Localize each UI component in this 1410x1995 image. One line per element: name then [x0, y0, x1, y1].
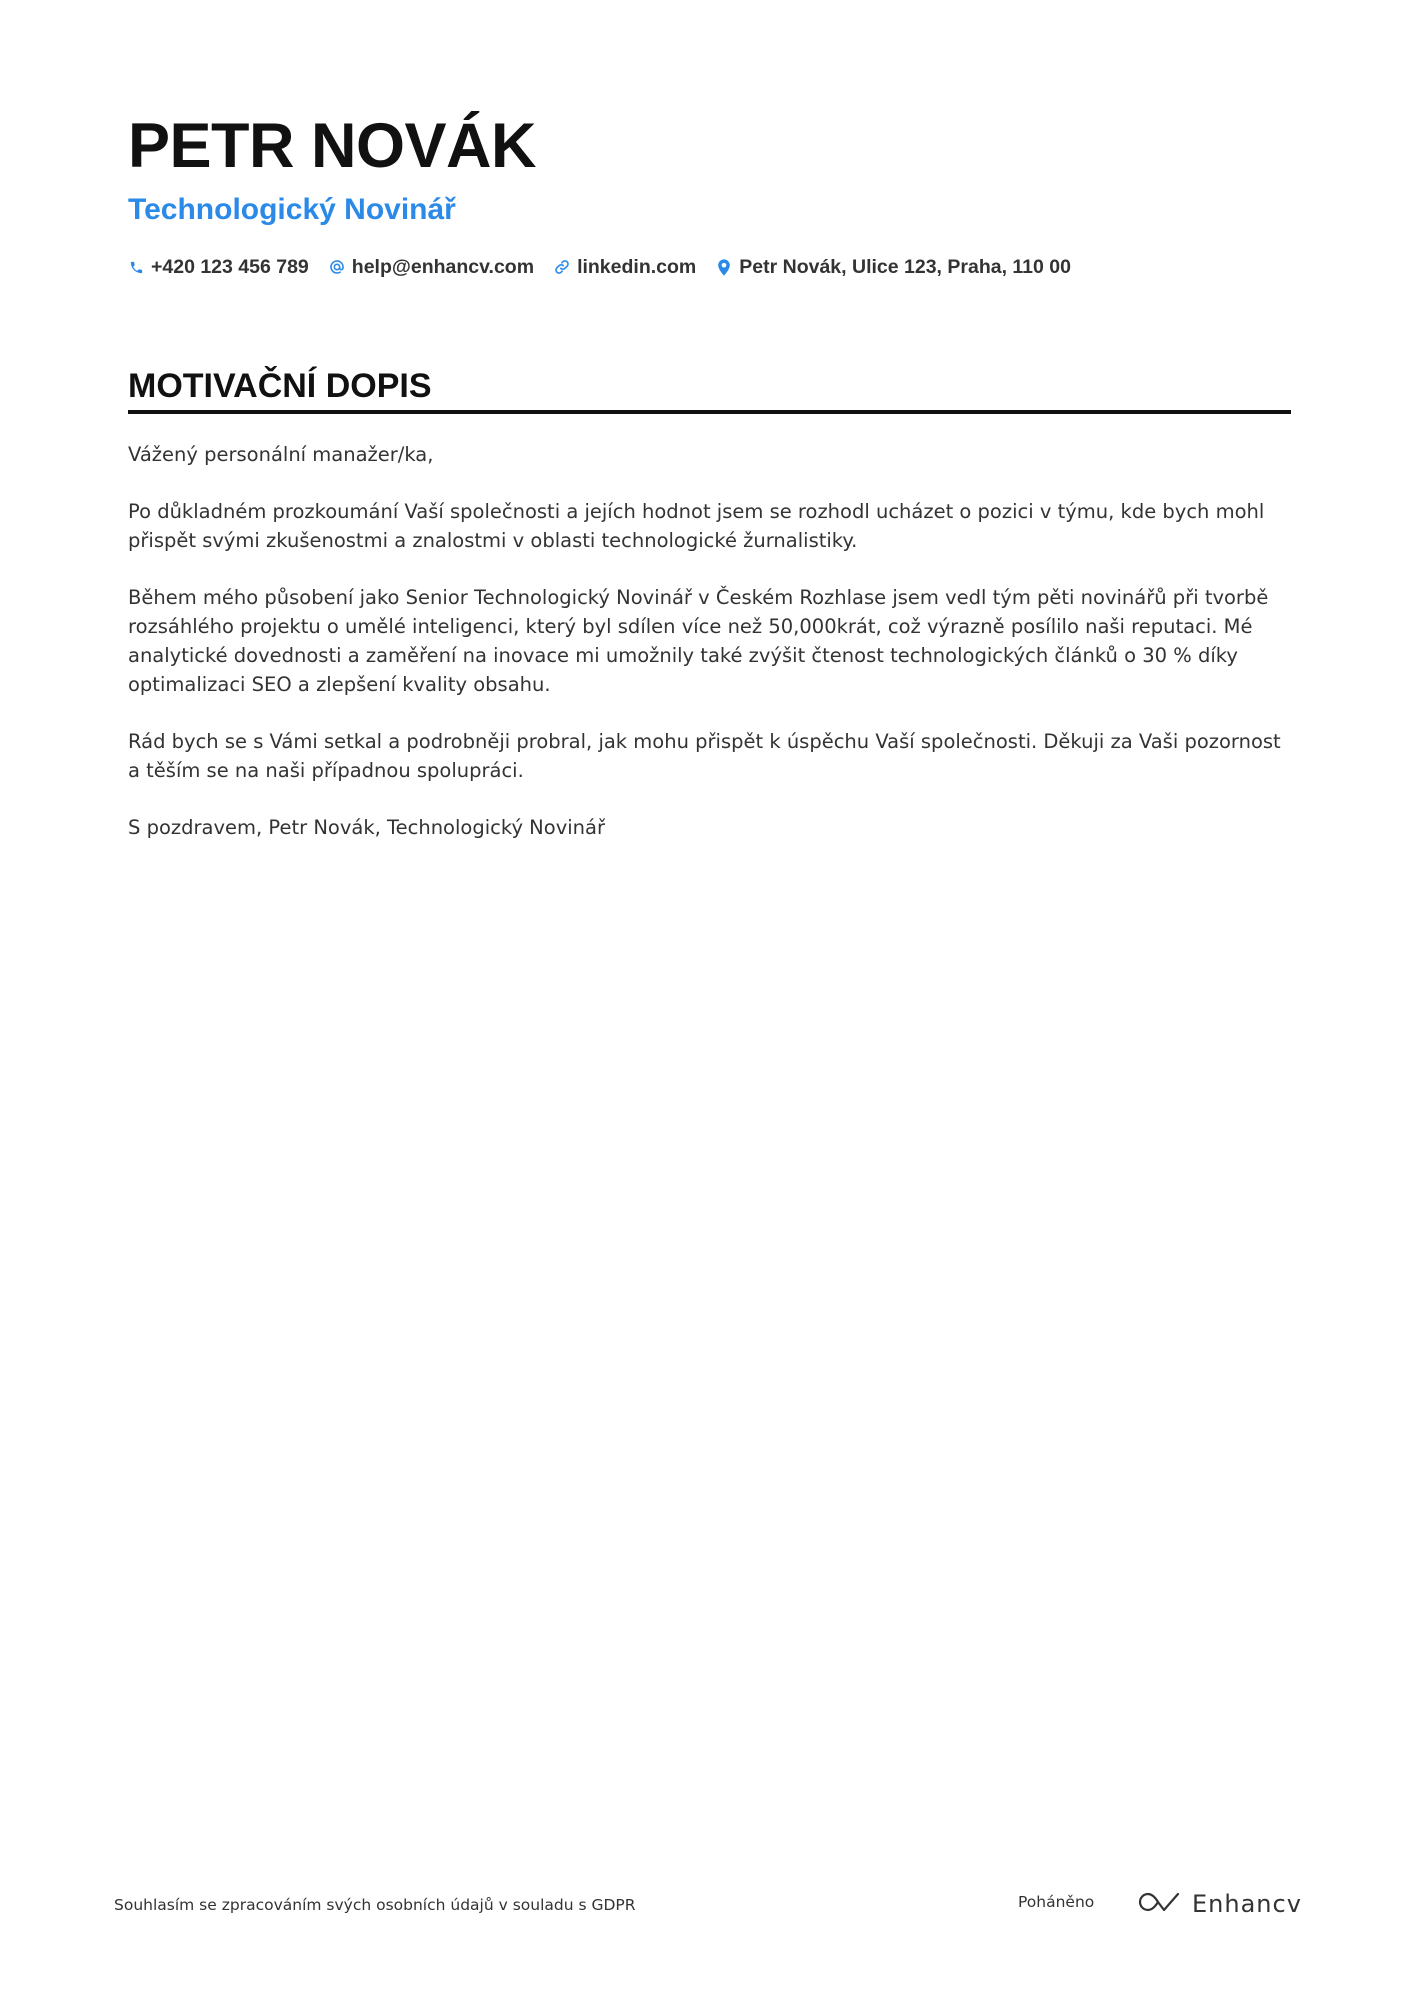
- applicant-name: PETR NOVÁK: [128, 111, 537, 181]
- enhancv-wordmark: Enhancv: [1192, 1890, 1302, 1918]
- contact-address: [716, 256, 1071, 279]
- contact-linkedin[interactable]: [554, 256, 696, 279]
- at-icon: [329, 259, 345, 275]
- contact-email[interactable]: [329, 256, 534, 279]
- applicant-job-title: Technologický Novinář: [128, 193, 456, 226]
- section-divider: [128, 410, 1291, 414]
- letter-paragraph-3: Rád bych se s Vámi setkal a podrobněji probral, jak mohu přispět k úspěchu Vaší společnosti. Děkuji za Vaši pozornost a těším se na naši případnou spolupráci.: [128, 730, 1281, 782]
- contact-phone-text: +420 123 456 789: [151, 255, 309, 278]
- link-icon: [554, 259, 570, 275]
- letter-paragraph-1: Po důkladném prozkoumání Vaší společnosti a jejích hodnot jsem se rozhodl ucházet o pozici v týmu, kde bych mohl přispět svými zkušenostmi a znalostmi v oblasti technologické žurnalistiky.: [128, 500, 1265, 552]
- contact-bar: [128, 254, 1071, 280]
- powered-by-label: Poháněno: [1018, 1893, 1095, 1911]
- enhancv-logo-icon: [1138, 1890, 1182, 1919]
- letter-paragraph-2: Během mého působení jako Senior Technologický Novinář v Českém Rozhlase jsem vedl tým pěti novinářů při tvorbě rozsáhlého projektu o umělé inteligenci, který byl sdílen více než 50,000krát, což výrazně posílilo naši reputaci. Mé analytické dovednosti a zaměření na inovace mi umožnily také zvýšit čtenost technologických článků o 30 % díky optimalizaci SEO a zlepšení kvality obsahu.: [128, 586, 1269, 696]
- letter-closing: S pozdravem, Petr Novák, Technologický Novinář: [128, 816, 605, 839]
- contact-address-text: Petr Novák, Ulice 123, Praha, 110 00: [739, 255, 1071, 278]
- phone-icon: [128, 259, 144, 275]
- contact-phone[interactable]: [128, 256, 309, 279]
- enhancv-brand[interactable]: [1138, 1880, 1302, 1928]
- gdpr-consent: Souhlasím se zpracováním svých osobních údajů v souladu s GDPR: [114, 1896, 636, 1914]
- letter-greeting: Vážený personální manažer/ka,: [128, 443, 434, 466]
- location-pin-icon: [716, 259, 732, 275]
- letter-body: [128, 440, 1296, 870]
- section-title: MOTIVAČNÍ DOPIS: [128, 367, 432, 405]
- contact-email-text: help@enhancv.com: [351, 255, 535, 278]
- contact-linkedin-text: linkedin.com: [577, 255, 697, 278]
